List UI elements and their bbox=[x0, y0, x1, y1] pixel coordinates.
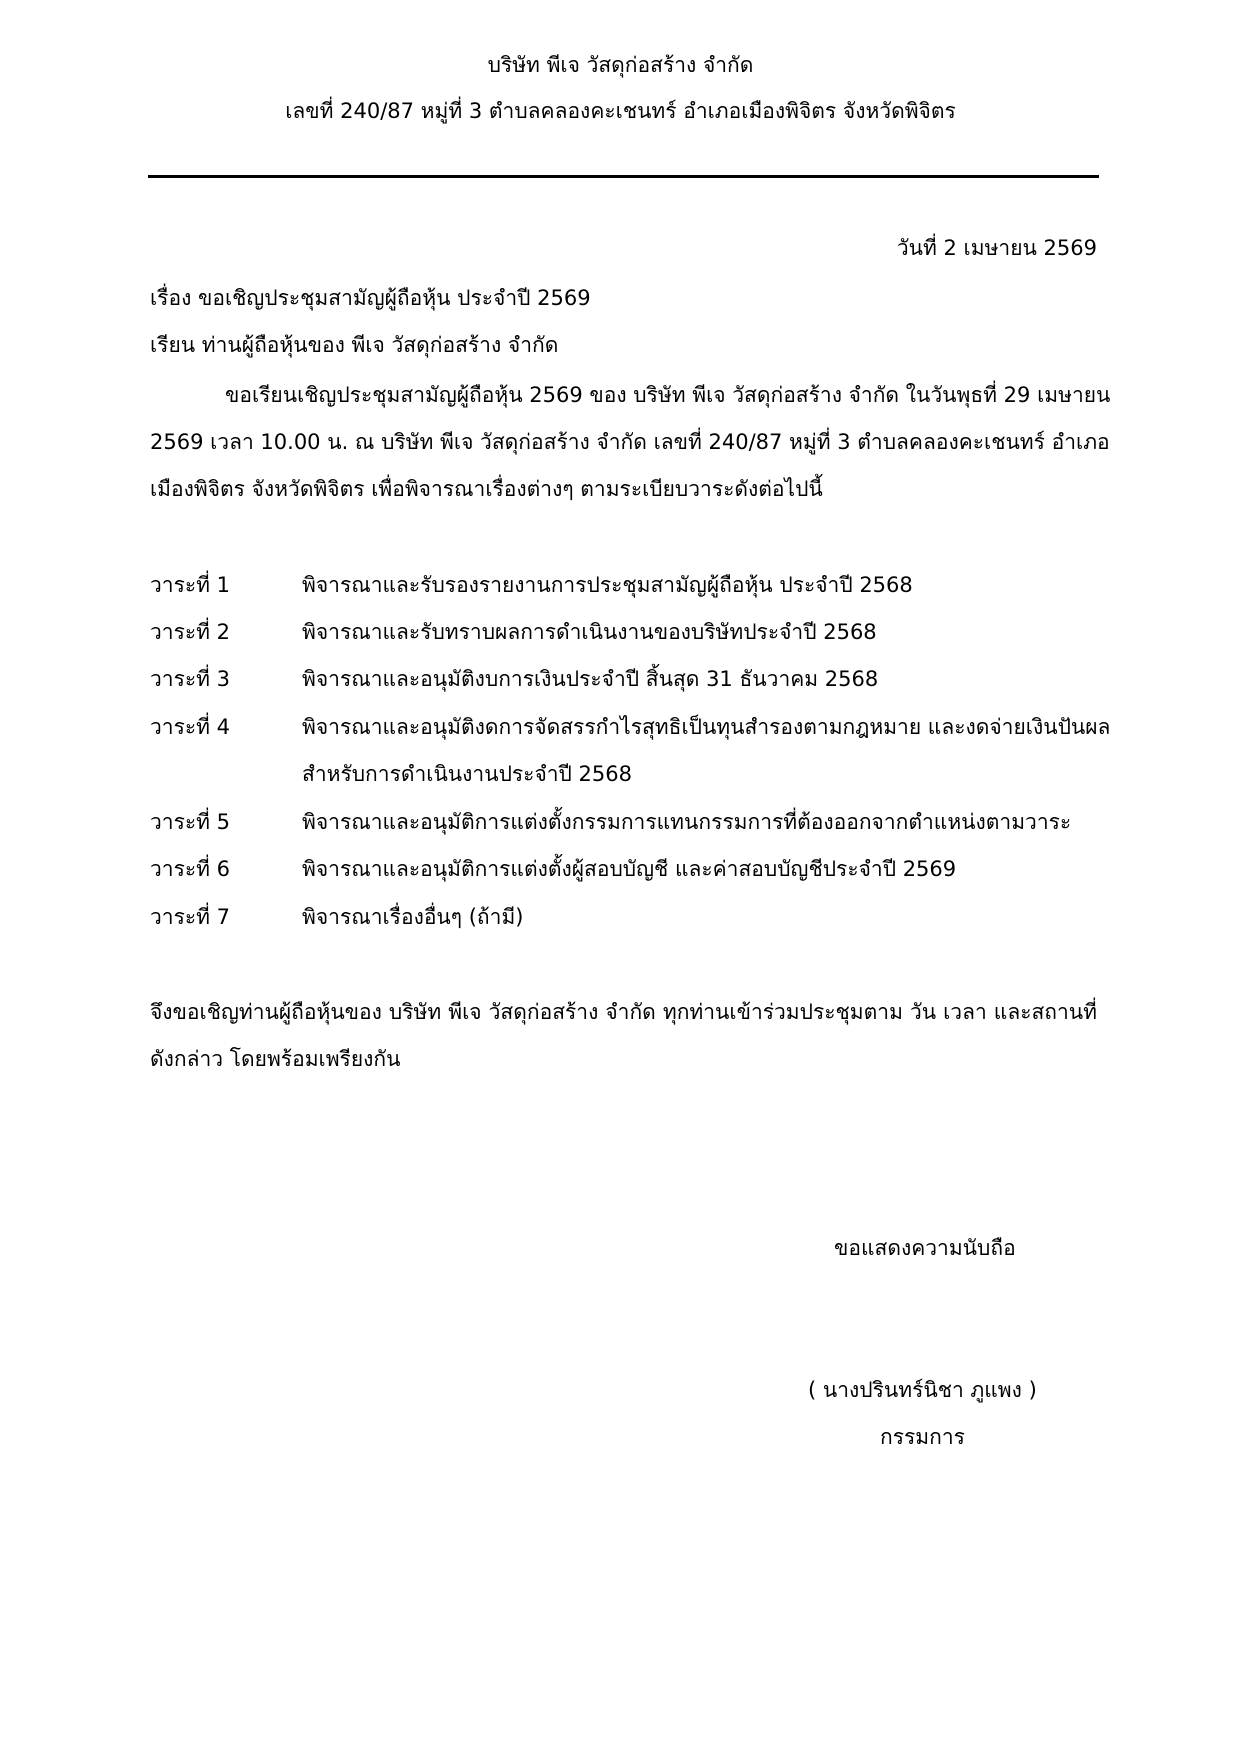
letter-recipient: เรียน ท่านผู้ถือหุ้นของ พีเจ วัสดุก่อสร้าง จำกัด bbox=[150, 333, 559, 357]
agenda-number: วาระที่ 2 bbox=[150, 620, 231, 644]
letter-date: วันที่ 2 เมษายน 2569 bbox=[896, 236, 1097, 260]
company-name: บริษัท พีเจ วัสดุก่อสร้าง จำกัด bbox=[487, 53, 754, 77]
company-address: เลขที่ 240/87 หมู่ที่ 3 ตำบลคลองคะเชนทร์ อำเภอเมืองพิจิตร จังหวัดพิจิตร bbox=[285, 99, 956, 123]
closing-line-2: ดังกล่าว โดยพร้อมเพรียงกัน bbox=[150, 1047, 401, 1071]
agenda-number: วาระที่ 6 bbox=[150, 857, 231, 881]
header-divider bbox=[148, 175, 1099, 178]
agenda-number: วาระที่ 4 bbox=[150, 715, 231, 739]
body-line-1: ขอเรียนเชิญประชุมสามัญผู้ถือหุ้น 2569 ของ บริษัท พีเจ วัสดุก่อสร้าง จำกัด ในวันพุธที่ 29 เมษายน bbox=[225, 383, 1111, 407]
agenda-text-continued: สำหรับการดำเนินงานประจำปี 2568 bbox=[302, 762, 633, 786]
signatory-name: ( นางปรินทร์นิชา ภูแพง ) bbox=[808, 1378, 1037, 1402]
agenda-number: วาระที่ 3 bbox=[150, 667, 231, 691]
signature-regards: ขอแสดงความนับถือ bbox=[834, 1236, 1016, 1260]
agenda-text: พิจารณาและอนุมัติการแต่งตั้งผู้สอบบัญชี และค่าสอบบัญชีประจำปี 2569 bbox=[302, 857, 957, 881]
signatory-position: กรรมการ bbox=[880, 1425, 965, 1449]
closing-line-1: จึงขอเชิญท่านผู้ถือหุ้นของ บริษัท พีเจ วัสดุก่อสร้าง จำกัด ทุกท่านเข้าร่วมประชุมตาม วัน เวลา และสถานที่ bbox=[150, 1000, 1097, 1024]
agenda-text: พิจารณาเรื่องอื่นๆ (ถ้ามี) bbox=[302, 905, 524, 929]
body-line-2: 2569 เวลา 10.00 น. ณ บริษัท พีเจ วัสดุก่อสร้าง จำกัด เลขที่ 240/87 หมู่ที่ 3 ตำบลคลองคะเชนทร์ อำเภอ bbox=[150, 430, 1110, 454]
agenda-text: พิจารณาและรับรองรายงานการประชุมสามัญผู้ถือหุ้น ประจำปี 2568 bbox=[302, 573, 913, 597]
agenda-text: พิจารณาและอนุมัติการแต่งตั้งกรรมการแทนกรรมการที่ต้องออกจากตำแหน่งตามวาระ bbox=[302, 810, 1072, 834]
letter-subject: เรื่อง ขอเชิญประชุมสามัญผู้ถือหุ้น ประจำปี 2569 bbox=[150, 286, 591, 310]
agenda-text: พิจารณาและรับทราบผลการดำเนินงานของบริษัทประจำปี 2568 bbox=[302, 620, 877, 644]
agenda-number: วาระที่ 5 bbox=[150, 810, 231, 834]
agenda-number: วาระที่ 1 bbox=[150, 573, 231, 597]
agenda-text: พิจารณาและอนุมัติงบการเงินประจำปี สิ้นสุด 31 ธันวาคม 2568 bbox=[302, 667, 879, 691]
agenda-number: วาระที่ 7 bbox=[150, 905, 231, 929]
agenda-text: พิจารณาและอนุมัติงดการจัดสรรกำไรสุทธิเป็นทุนสำรองตามกฎหมาย และงดจ่ายเงินปันผล bbox=[302, 715, 1111, 739]
body-line-3: เมืองพิจิตร จังหวัดพิจิตร เพื่อพิจารณาเรื่องต่างๆ ตามระเบียบวาระดังต่อไปนี้ bbox=[150, 477, 823, 501]
